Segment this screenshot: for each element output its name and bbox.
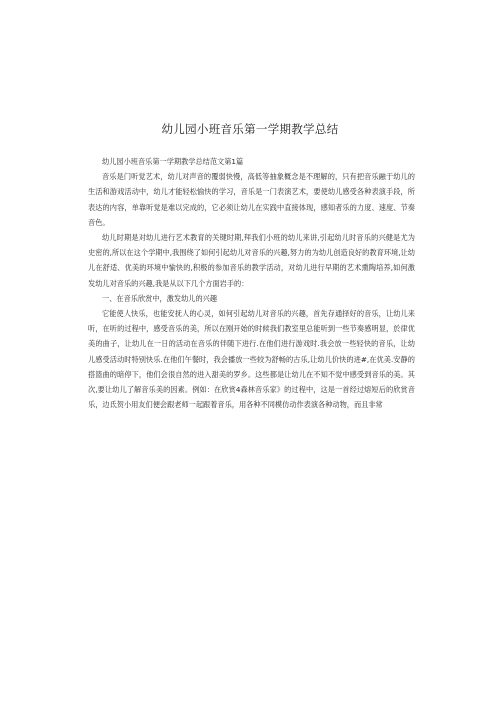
document-body	[88, 154, 415, 412]
body-paragraph-1: 音乐是门听觉艺术，幼儿对声音的覆弱快慢，高低等抽象概念是不理解的，只有把音乐融于幼儿的生活和游戏活动中，幼儿才能轻松愉快的学习，音乐是一门表演艺术，要使幼儿感受各种表演手段，所表达的内容，单靠听觉是难以完成的，它必须让幼儿在实践中直接体现，感知者乐的力度、速度、节奏音色。	[88, 172, 415, 227]
document-title: 幼儿园小班音乐第一学期教学总结	[161, 122, 339, 136]
document-subtitle: 幼儿园小班音乐第一学期教学总结范文第1篇	[102, 157, 244, 166]
body-paragraph-2: 幼儿时期是对幼儿进行艺术教育的关键时期,拜我们小班的幼儿来讲,引起幼儿时音乐的兴健是尤为史密的,所以在这个学期中,我围绕了如何引起幼儿对音乐的兴趣,努力的为幼儿创造良好的教育环境,让幼儿在舒适、优美的环境中愉快的,积极的参加音乐的教学活动，对幼儿进行早期的艺术熏陶培养,如何激发幼儿对音乐的兴趣,我是从以下几个方面岩手的：	[88, 233, 415, 288]
section-paragraph-1: 它能使人快乐，也能安抚人的心灵，如何引起幼儿对音乐的兴趣，首先存通择好的音乐，让幼儿来听，在听的过程中，感受音乐的美，所以在刚开始的时候我们教室里总能听到一些节奏感明显，於律优美的曲子，让幼儿在一日的活动在音乐的伴随下进行.在他们进行游戏时.我会放一些轻快的音乐，让幼儿感受活动时特别快乐.在他们午餐时，我会播放一些较为舒畅的古乐,让幼儿价快的进#,在优美.安静的搭篮曲的暗停下，他们会很自然的进入甜美的罗乡。这些都是让幼儿在不知不觉中感受到音乐的美。其次,要让幼儿了解音乐美的因素。例如：在欣赏4森林音乐家》的过程中，这是一首经过熔短后的欣赏音乐，边氐贺小用友们便会跟老师一起跟着音乐，用各种不同模仿动作表演各种动物，而且非常	[88, 309, 415, 410]
section-heading: 一、在音乐欣赏中，激发幼儿的兴趣	[102, 293, 218, 303]
